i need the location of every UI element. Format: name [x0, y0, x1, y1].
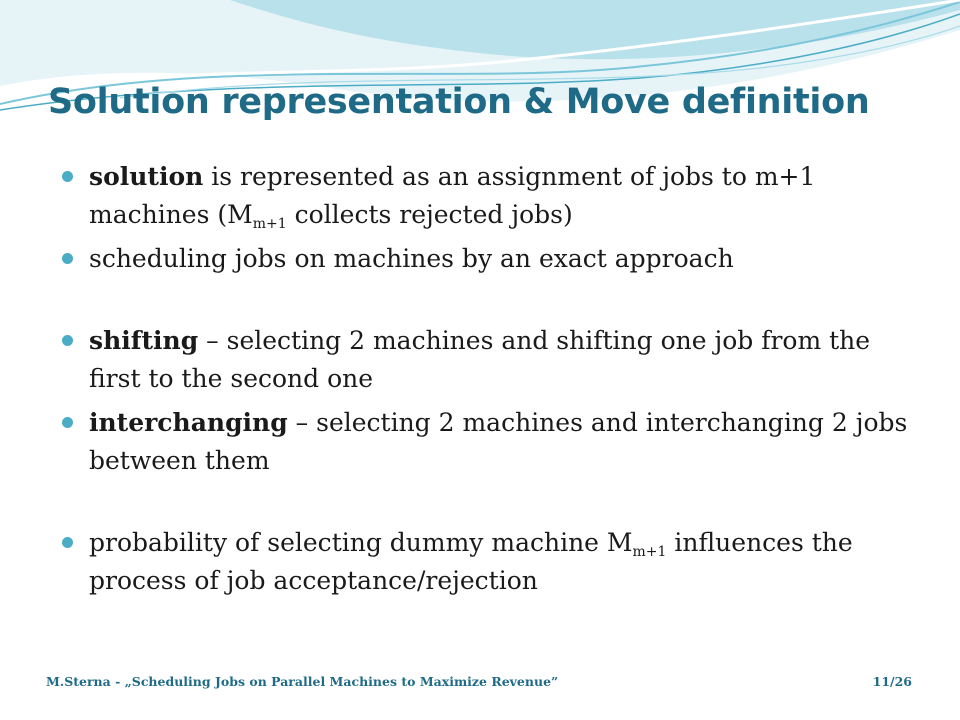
bullet-text-after: collects rejected jobs) — [286, 200, 573, 229]
bullet-list — [60, 158, 920, 606]
slide-footer — [46, 674, 912, 689]
slide-title: Solution representation & Move definition — [48, 82, 870, 122]
bullet-shifting — [60, 322, 920, 398]
bullet-solution — [60, 158, 920, 234]
bullet-dot-icon — [62, 253, 73, 264]
bullet-text: – selecting 2 machines and interchanging 2 jobs between them — [89, 408, 908, 475]
bullet-dot-icon — [62, 417, 73, 428]
bullet-term: solution — [89, 162, 204, 191]
footer-citation: M.Sterna - „Scheduling Jobs on Parallel Machines to Maximize Revenue” — [46, 674, 559, 689]
bullet-text-after: influences the process of job acceptance/rejection — [89, 528, 853, 595]
bullet-text: – selecting 2 machines and shifting one job from the first to the second one — [89, 326, 871, 393]
bullet-dot-icon — [62, 537, 73, 548]
bullet-subscript: m+1 — [252, 216, 287, 232]
bullet-probability — [60, 524, 920, 600]
bullet-scheduling — [60, 240, 920, 278]
bullet-text: probability of selecting dummy machine M — [89, 528, 633, 557]
bullet-dot-icon — [62, 335, 73, 346]
bullet-dot-icon — [62, 171, 73, 182]
bullet-interchanging — [60, 404, 920, 480]
bullet-term: interchanging — [89, 408, 288, 437]
bullet-term: shifting — [89, 326, 199, 355]
bullet-text: is represented as an assignment of jobs to m+1 machines (M — [89, 162, 816, 229]
bullet-subscript: m+1 — [632, 544, 667, 560]
slide-number: 11/26 — [872, 674, 912, 689]
bullet-text: scheduling jobs on machines by an exact approach — [89, 244, 734, 273]
